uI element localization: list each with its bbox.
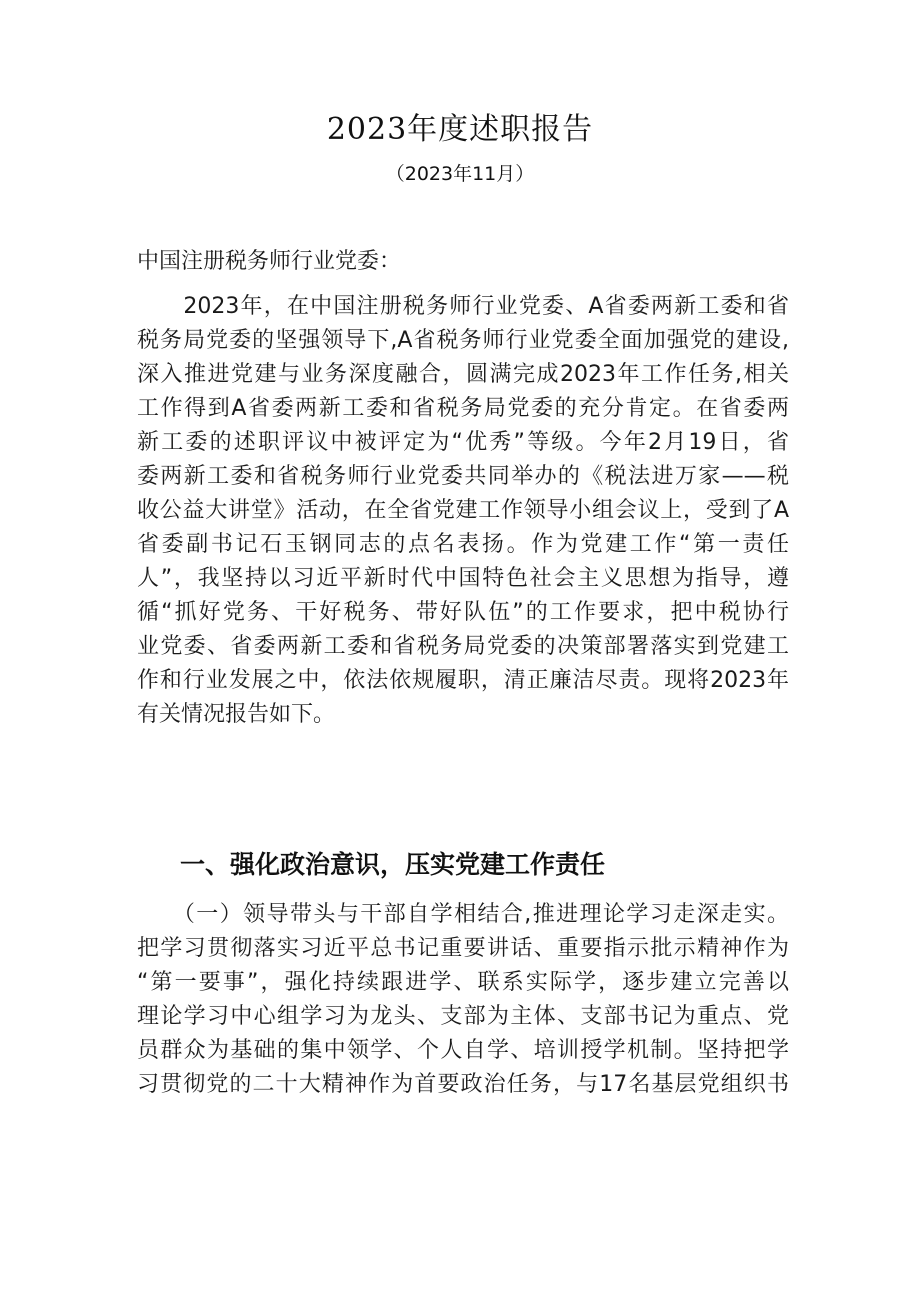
paragraph-line: 2023年，在中国注册税务师行业党委、A省委两新工委和省 [137, 294, 789, 319]
document-title: 2023年度述职报告 [326, 112, 594, 147]
paragraph-line: 循“抓好党务、干好税务、带好队伍”的工作要求，把中税协行 [137, 600, 789, 625]
paragraph-1 [137, 290, 789, 732]
paragraph-line: 员群众为基础的集中领学、个人自学、培训授学机制。坚持把学 [137, 1038, 789, 1063]
paragraph-line: 习贯彻党的二十大精神作为首要政治任务，与17名基层党组织书 [137, 1072, 789, 1097]
paragraph-line: 收公益大讲堂》活动，在全省党建工作领导小组会议上，受到了A [137, 498, 789, 523]
paragraph-line: 税务局党委的坚强领导下,A省税务师行业党委全面加强党的建设, [137, 328, 789, 353]
salutation-line: 中国注册税务师行业党委： [137, 249, 402, 274]
paragraph-line: 省委副书记石玉钢同志的点名表扬。作为党建工作“第一责任 [137, 532, 789, 557]
section-heading-1: 一、强化政治意识，压实党建工作责任 [180, 850, 606, 879]
paragraph-line: 有关情况报告如下。 [137, 702, 336, 727]
paragraph-line: 新工委的述职评议中被评定为“优秀”等级。今年2月19日，省 [137, 430, 789, 455]
paragraph-line: 作和行业发展之中，依法依规履职，清正廉洁尽责。现将2023年 [137, 668, 789, 693]
paragraph-line: 把学习贯彻落实习近平总书记重要讲话、重要指示批示精神作为 [137, 936, 789, 961]
paragraph-line: 理论学习中心组学习为龙头、支部为主体、支部书记为重点、党 [137, 1004, 789, 1029]
paragraph-line: 深入推进党建与业务深度融合，圆满完成2023年工作任务,相关 [137, 362, 789, 387]
paragraph-line: “第一要事”，强化持续跟进学、联系实际学，逐步建立完善以 [137, 970, 789, 995]
document-date: （2023年11月） [385, 163, 535, 185]
paragraph-line: 工作得到A省委两新工委和省税务局党委的充分肯定。在省委两 [137, 396, 789, 421]
paragraph-line: （一）领导带头与干部自学相结合,推进理论学习走深走实。 [137, 902, 789, 927]
paragraph-line: 人”，我坚持以习近平新时代中国特色社会主义思想为指导，遵 [137, 566, 789, 591]
paragraph-line: 委两新工委和省税务师行业党委共同举办的《税法进万家——税 [137, 464, 789, 489]
paragraph-2 [137, 898, 789, 1102]
paragraph-line: 业党委、省委两新工委和省税务局党委的决策部署落实到党建工 [137, 634, 789, 659]
salutation [137, 245, 789, 279]
